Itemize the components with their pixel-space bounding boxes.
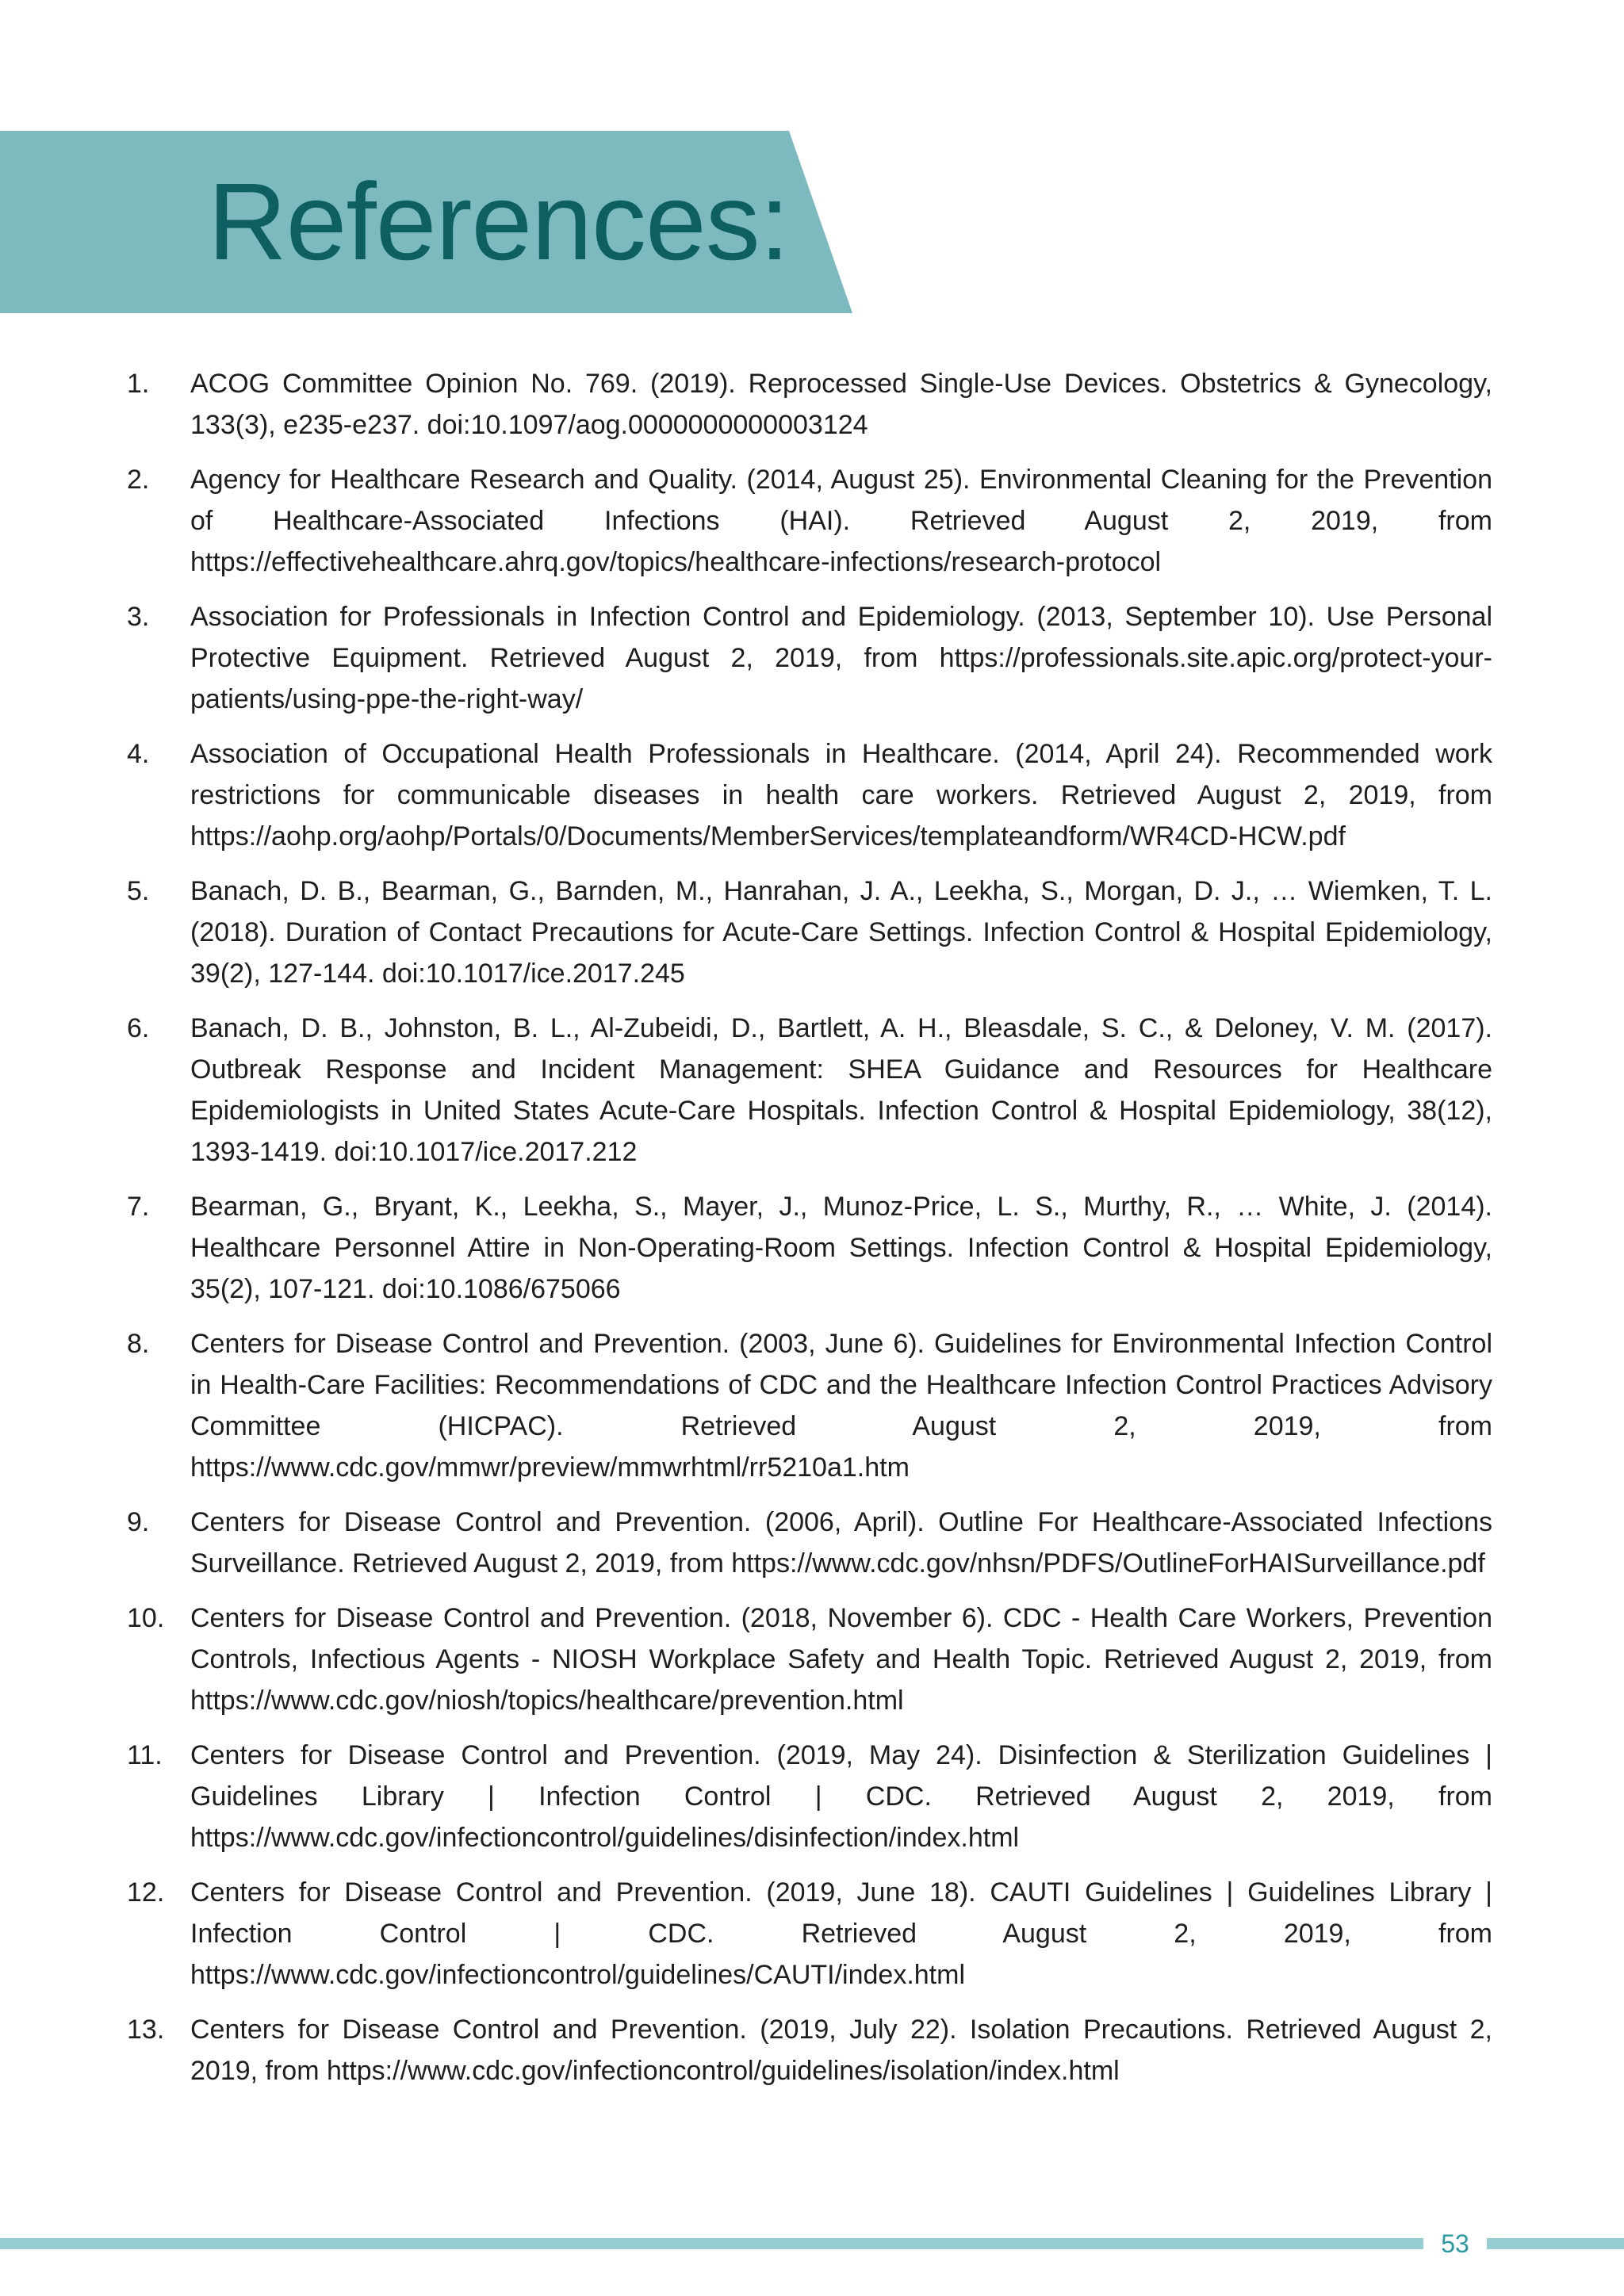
reference-number: 4. (127, 739, 150, 769)
page-title: References: (208, 161, 790, 283)
reference-number: 12. (127, 1877, 165, 1908)
reference-text: Association for Professionals in Infection Control and Epidemiology. (2013, September 10). Use Personal Protective Equipment. Retrieved August 2, 2019, from https://professionals.site.apic.org/protect-your-patients/using-ppe-the-right-way/ (190, 602, 1492, 714)
reference-text: Bearman, G., Bryant, K., Leekha, S., Mayer, J., Munoz-Price, L. S., Murthy, R., … White, J. (2014). Healthcare Personnel Attire in Non-Operating-Room Settings. Infection Control & Hospital Epidemiology, 35(2), 107-121. doi:10.1086/675066 (190, 1192, 1492, 1304)
reference-number: 2. (127, 465, 150, 495)
footer-rule-right (1487, 2238, 1624, 2249)
reference-text: Centers for Disease Control and Prevention. (2019, May 24). Disinfection & Sterilization Guidelines | Guidelines Library | Infection Control | CDC. Retrieved August 2, 2019, from https://www.cdc.gov/infectioncontrol/guidelines/disinfection/index.html (190, 1740, 1492, 1853)
reference-item (127, 1735, 1492, 1858)
reference-number: 3. (127, 602, 150, 632)
reference-text: Centers for Disease Control and Prevention. (2019, July 22). Isolation Precautions. Retrieved August 2, 2019, from https://www.cdc.gov/infectioncontrol/guidelines/isolation/index.html (190, 2015, 1492, 2086)
reference-text: Centers for Disease Control and Prevention. (2018, November 6). CDC - Health Care Workers, Prevention Controls, Infectious Agents - NIOSH Workplace Safety and Health Topic. Retrieved August 2, 2019, from https://www.cdc.gov/niosh/topics/healthcare/prevention.html (190, 1603, 1492, 1716)
reference-number: 11. (127, 1740, 163, 1770)
reference-text: Centers for Disease Control and Prevention. (2019, June 18). CAUTI Guidelines | Guidelines Library | Infection Control | CDC. Retrieved August 2, 2019, from https://www.cdc.gov/infectioncontrol/guidelines/CAUTI/index.html (190, 1877, 1492, 1990)
reference-item (127, 2009, 1492, 2091)
footer-rule-left (0, 2238, 1423, 2249)
reference-item (127, 733, 1492, 857)
reference-number: 13. (127, 2015, 165, 2045)
reference-item (127, 459, 1492, 583)
reference-text: Banach, D. B., Bearman, G., Barnden, M., Hanrahan, J. A., Leekha, S., Morgan, D. J., … Wiemken, T. L. (2018). Duration of Contact Precautions for Acute-Care Settings. Infection Control & Hospital Epidemiology, 39(2), 127-144. doi:10.1017/ice.2017.245 (190, 876, 1492, 989)
reference-number: 9. (127, 1507, 150, 1537)
reference-text: Centers for Disease Control and Prevention. (2006, April). Outline For Healthcare-Associated Infections Surveillance. Retrieved August 2, 2019, from https://www.cdc.gov/nhsn/PDFS/OutlineForHAISurveillance.pdf (190, 1507, 1492, 1578)
reference-number: 6. (127, 1013, 150, 1043)
reference-item (127, 1598, 1492, 1721)
reference-text: Banach, D. B., Johnston, B. L., Al-Zubeidi, D., Bartlett, A. H., Bleasdale, S. C., & Deloney, V. M. (2017). Outbreak Response and Incident Management: SHEA Guidance and Resources for Healthcare Epidemiologists in United States Acute-Care Hospitals. Infection Control & Hospital Epidemiology, 38(12), 1393-1419. doi:10.1017/ice.2017.212 (190, 1013, 1492, 1167)
reference-item (127, 596, 1492, 720)
reference-item (127, 1186, 1492, 1310)
reference-text: ACOG Committee Opinion No. 769. (2019). Reprocessed Single-Use Devices. Obstetrics & Gynecology, 133(3), e235-e237. doi:10.1097/aog.0000000000003124 (190, 369, 1492, 440)
reference-number: 5. (127, 876, 150, 906)
reference-item (127, 871, 1492, 994)
reference-item (127, 1502, 1492, 1584)
reference-text: Centers for Disease Control and Prevention. (2003, June 6). Guidelines for Environmental Infection Control in Health-Care Facilities: Recommendations of CDC and the Healthcare Infection Control Practices Advisory Committee (HICPAC). Retrieved August 2, 2019, from https://www.cdc.gov/mmwr/preview/mmwrhtml/rr5210a1.htm (190, 1329, 1492, 1483)
reference-number: 10. (127, 1603, 165, 1633)
reference-number: 1. (127, 369, 150, 399)
reference-item (127, 1872, 1492, 1996)
reference-item (127, 363, 1492, 446)
reference-item (127, 1008, 1492, 1173)
reference-list (127, 363, 1492, 2105)
reference-number: 7. (127, 1192, 150, 1222)
reference-text: Association of Occupational Health Professionals in Healthcare. (2014, April 24). Recommended work restrictions for communicable diseases in health care workers. Retrieved August 2, 2019, from https://aohp.org/aohp/Portals/0/Documents/MemberServices/templateandform/WR4CD-HCW.pdf (190, 739, 1492, 851)
reference-number: 8. (127, 1329, 150, 1359)
page-number: 53 (1441, 2229, 1469, 2258)
reference-text: Agency for Healthcare Research and Quality. (2014, August 25). Environmental Cleaning for the Prevention of Healthcare-Associated Infections (HAI). Retrieved August 2, 2019, from https://effectivehealthcare.ahrq.gov/topics/healthcare-infections/research-protocol (190, 465, 1492, 577)
reference-item (127, 1323, 1492, 1488)
